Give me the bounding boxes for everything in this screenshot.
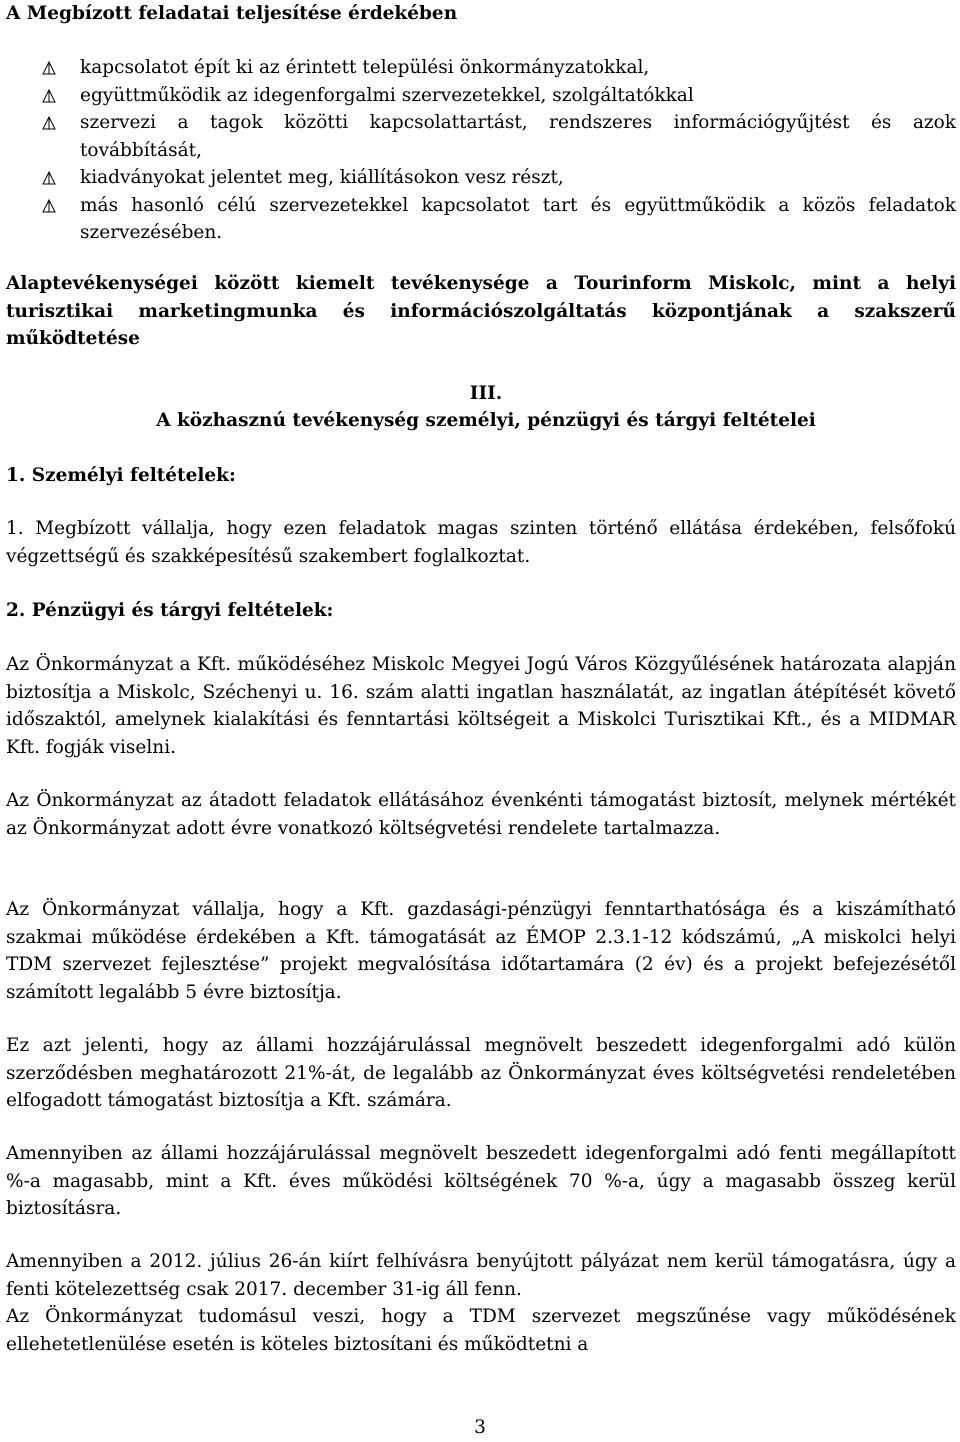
list-item: kiadványokat jelentet meg, kiállításokon vesz részt, — [6, 164, 956, 192]
list-item: kapcsolatot épít ki az érintett települési önkormányzatokkal, — [6, 54, 956, 82]
paragraph: Az Önkormányzat az átadott feladatok ellátásához évenkénti támogatást biztosít, melynek mértékét az Önkormányzat adott évre vonatkozó költségvetési rendelete tartalmazza. — [6, 790, 956, 839]
paragraph: Az Önkormányzat vállalja, hogy a Kft. gazdasági-pénzügyi fenntarthatósága és a kiszámítható szakmai működése érdekében a Kft. támogatását az ÉMOP 2.3.1-12 kódszámú, „A miskolci helyi TDM szervezet fejlesztése” projekt megvalósítása időtartamára (2 év) és a projekt befejezésétől számított legalább 5 évre biztosítja. — [6, 899, 956, 1003]
triangle-bullet-icon — [42, 171, 56, 185]
personal-text: 1. Megbízott vállalja, hogy ezen feladatok magas szinten történő ellátása érdekében, felsőfokú végzettségű és szakképesítésű szakembert foglalkoztat. — [6, 518, 956, 567]
triangle-bullet-icon — [42, 199, 56, 213]
highlight-paragraph: Alaptevékenységei között kiemelt tevékenysége a Tourinform Miskolc, mint a helyi turisztikai marketingmunka és információszolgáltatás központjának a szakszerű működtetése — [6, 273, 956, 349]
paragraph: Ez azt jelenti, hogy az állami hozzájárulással megnövelt beszedett idegenforgalmi adó külön szerződésben meghatározott 21%-át, de legalább az Önkormányzat éves költségvetési rendeletében elfogadott támogatást biztosítja a Kft. számára. — [6, 1035, 956, 1111]
paragraph: Az Önkormányzat tudomásul veszi, hogy a TDM szervezet megszűnése vagy működésének ellehetetlenülése esetén is köteles biztosítani és működtetni a — [6, 1306, 956, 1355]
financial-heading: 2. Pénzügyi és tárgyi feltételek: — [6, 600, 334, 621]
chapter-title: A közhasznú tevékenység személyi, pénzügyi és tárgyi feltételei — [156, 410, 816, 431]
triangle-bullet-icon — [42, 89, 56, 103]
list-item: együttműködik az idegenforgalmi szervezetekkel, szolgáltatókkal — [6, 82, 956, 110]
paragraph: Az Önkormányzat a Kft. működéséhez Miskolc Megyei Jogú Város Közgyűlésének határozata alapján biztosítja a Miskolc, Széchenyi u. 16. szám alatti ingatlan használatát, az ingatlan átépítését követő időszaktól, amelynek kialakítási és fenntartási költségeit a Miskolci Turisztikai Kft., és a MIDMAR Kft. fogják viselni. — [6, 654, 956, 758]
paragraph: Amennyiben az állami hozzájárulással megnövelt beszedett idegenforgalmi adó fenti megállapított %-a magasabb, mint a Kft. éves működési költségének 70 %-a, úgy a magasabb összeg kerül biztosításra. — [6, 1143, 956, 1219]
section-title: A Megbízott feladatai teljesítése érdekében — [6, 3, 458, 24]
chapter-number: III. — [469, 383, 503, 404]
task-list — [6, 54, 956, 247]
page-number: 3 — [474, 1417, 486, 1438]
personal-heading: 1. Személyi feltételek: — [6, 465, 236, 486]
list-item: más hasonló célú szervezetekkel kapcsolatot tart és együttműködik a közös feladatok szervezésében. — [6, 192, 956, 247]
triangle-bullet-icon — [42, 116, 56, 130]
list-item: szervezi a tagok közötti kapcsolattartást, rendszeres információgyűjtést és azok továbbítását, — [6, 109, 956, 164]
triangle-bullet-icon — [42, 61, 56, 75]
paragraph: Amennyiben a 2012. július 26-án kiírt felhívásra benyújtott pályázat nem kerül támogatásra, úgy a fenti kötelezettség csak 2017. december 31-ig áll fenn. — [6, 1251, 956, 1300]
